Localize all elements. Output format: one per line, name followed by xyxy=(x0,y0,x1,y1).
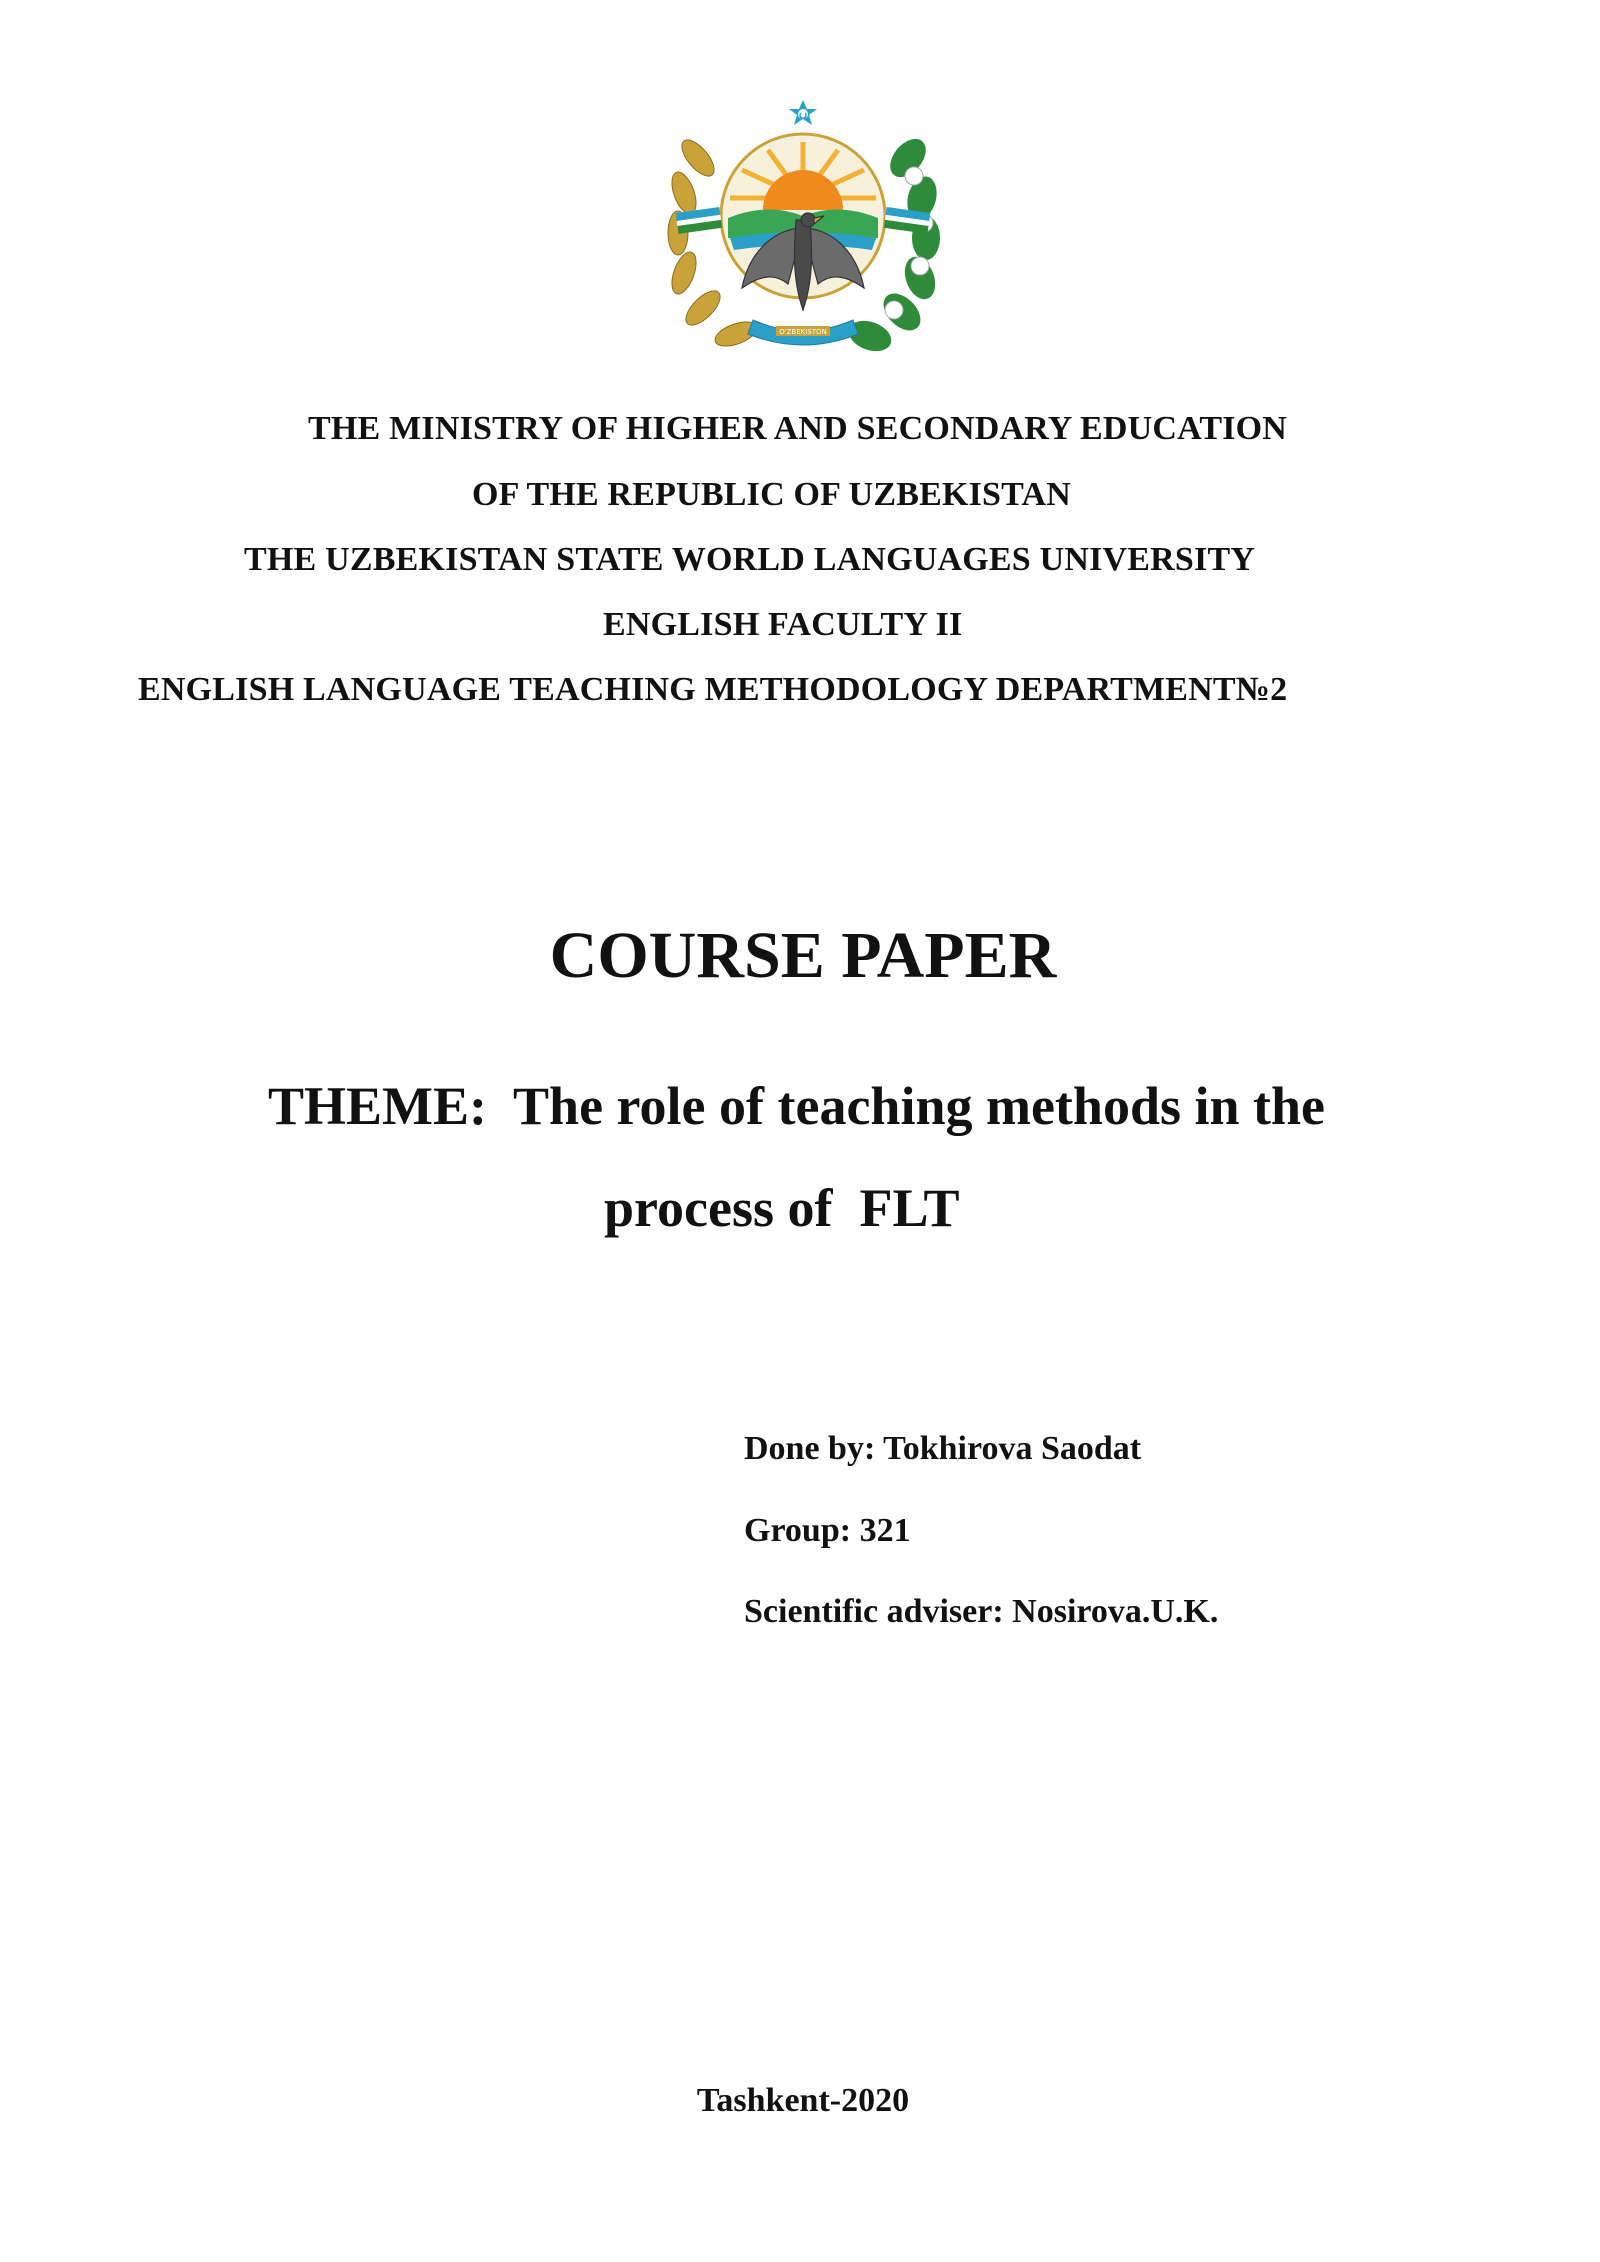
republic-heading: OF THE REPUBLIC OF UZBEKISTAN xyxy=(472,476,1072,513)
university-heading: THE UZBEKISTAN STATE WORLD LANGUAGES UNIVERSITY xyxy=(244,541,1256,578)
star-icon xyxy=(789,100,817,125)
ribbon-left xyxy=(676,207,722,234)
group-line: Group: 321 xyxy=(744,1512,911,1549)
adviser-line: Scientific adviser: Nosirova.U.K. xyxy=(744,1593,1219,1630)
document-type-title: COURSE PAPER xyxy=(549,919,1057,992)
theme-line-2: process of FLT xyxy=(604,1178,960,1238)
author-line: Done by: Tokhirova Saodat xyxy=(744,1430,1142,1467)
svg-text:O'ZBEKISTON: O'ZBEKISTON xyxy=(779,328,827,336)
ministry-heading: THE MINISTRY OF HIGHER AND SECONDARY EDUCATION xyxy=(308,410,1288,447)
faculty-heading: ENGLISH FACULTY II xyxy=(603,606,963,643)
state-emblem-icon xyxy=(658,98,948,360)
theme-line-1: THEME: The role of teaching methods in the xyxy=(268,1076,1326,1136)
place-year-footer: Tashkent-2020 xyxy=(696,2082,910,2119)
department-heading: ENGLISH LANGUAGE TEACHING METHODOLOGY DEPARTMENT№2 xyxy=(138,671,1288,708)
